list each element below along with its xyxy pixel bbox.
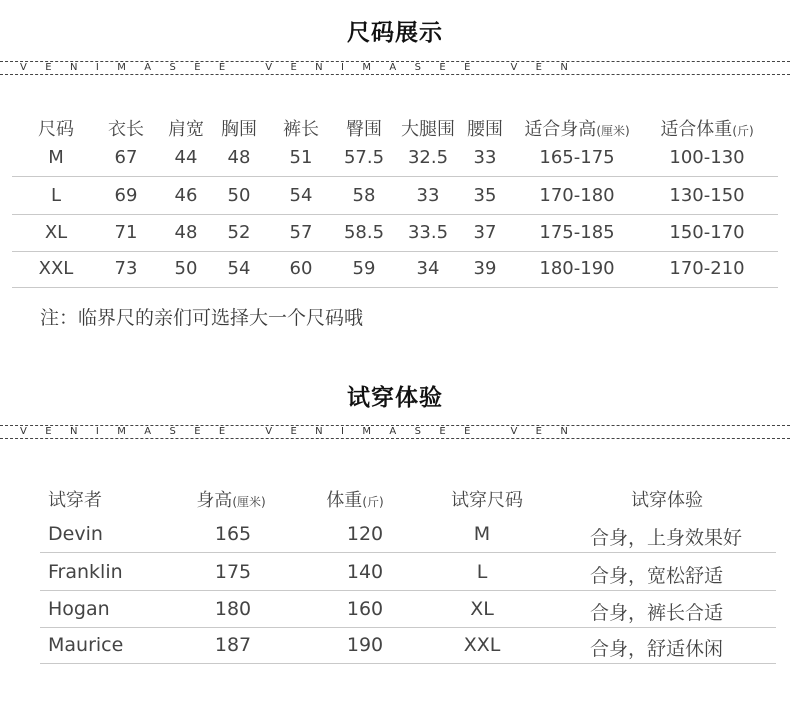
table-cell: M (48, 147, 64, 168)
table-cell: XXL (38, 258, 74, 279)
table-cell: 57.5 (343, 147, 385, 168)
column-header-label: 裤长 (283, 119, 319, 140)
table-cell: 54 (227, 258, 251, 279)
column-header-label: 腰围 (467, 119, 503, 140)
table-cell: 60 (289, 258, 313, 279)
table-cell: 130-150 (669, 185, 745, 206)
table-cell: Devin (48, 523, 103, 545)
table-cell: 51 (289, 147, 313, 168)
column-header-label: 肩宽 (168, 119, 204, 140)
column-header (48, 486, 102, 512)
table-cell: 71 (114, 222, 138, 243)
column-header (346, 115, 382, 141)
column-header-label: 身高 (196, 490, 233, 511)
table-cell: Hogan (48, 598, 110, 620)
column-header-label: 衣长 (108, 119, 144, 140)
table-cell: 59 (352, 258, 376, 279)
column-header-unit: (厘米) (232, 495, 266, 509)
table-cell: 58 (352, 185, 376, 206)
table-cell: 73 (114, 258, 138, 279)
table-cell: 54 (289, 185, 313, 206)
table-cell: 39 (473, 258, 497, 279)
table-cell: 50 (174, 258, 198, 279)
column-header-unit: (斤) (362, 495, 384, 509)
table-cell: 48 (174, 222, 198, 243)
table-cell: 合身，裤长合适 (590, 602, 724, 624)
table-cell: 150-170 (669, 222, 745, 243)
tryon-section-brand-band (0, 425, 790, 439)
table-cell: 170-180 (539, 185, 615, 206)
table-cell: 33.5 (407, 222, 449, 243)
table-cell: 32.5 (407, 147, 449, 168)
table-cell: 合身，上身效果好 (590, 527, 743, 549)
column-header-label: 尺码 (38, 119, 74, 140)
row-divider (12, 176, 778, 177)
column-header (660, 115, 753, 141)
column-header (401, 115, 455, 141)
table-cell: 合身，舒适休闲 (590, 638, 724, 660)
column-header (631, 486, 703, 512)
column-header-label: 臀围 (346, 119, 382, 140)
table-cell: 165 (214, 523, 252, 545)
table-cell: 180 (214, 598, 252, 620)
table-cell: 69 (114, 185, 138, 206)
table-cell: 100-130 (669, 147, 745, 168)
row-divider (40, 590, 776, 591)
column-header (168, 115, 204, 141)
row-divider (40, 552, 776, 553)
column-header (196, 486, 265, 512)
dashed-divider (0, 74, 790, 75)
row-divider (12, 214, 778, 215)
row-divider (40, 627, 776, 628)
column-header (38, 115, 74, 141)
brand-band-text: VENIMASEE VENIMASEE VEN (20, 426, 587, 437)
table-cell: 50 (227, 185, 251, 206)
dashed-divider (0, 438, 790, 439)
row-divider (12, 251, 778, 252)
brand-band-text: VENIMASEE VENIMASEE VEN (20, 62, 587, 73)
table-cell: L (50, 185, 62, 206)
size-section-title: 尺码展示 (347, 20, 443, 46)
table-cell: XXL (463, 634, 501, 656)
table-cell: 48 (227, 147, 251, 168)
table-cell: 175 (214, 561, 252, 583)
table-cell: 160 (346, 598, 384, 620)
table-cell: XL (470, 598, 494, 620)
table-cell: 44 (174, 147, 198, 168)
table-cell: L (476, 561, 488, 583)
column-header-unit: (斤) (732, 124, 754, 138)
column-header-label: 适合身高 (524, 119, 597, 140)
column-header (326, 486, 383, 512)
table-cell: 187 (214, 634, 252, 656)
table-cell: 33 (473, 147, 497, 168)
table-cell: 35 (473, 185, 497, 206)
column-header-label: 大腿围 (401, 119, 455, 140)
table-cell: 67 (114, 147, 138, 168)
table-cell: 180-190 (539, 258, 615, 279)
size-section-brand-band (0, 61, 790, 75)
table-cell: M (473, 523, 491, 545)
column-header (467, 115, 503, 141)
column-header-label: 适合体重 (660, 119, 733, 140)
column-header-label: 试穿者 (48, 490, 102, 511)
table-cell: 120 (346, 523, 384, 545)
table-cell: 37 (473, 222, 497, 243)
column-header-unit: (厘米) (596, 124, 630, 138)
table-cell: 57 (289, 222, 313, 243)
column-header-label: 试穿尺码 (451, 490, 523, 511)
table-cell: 58.5 (343, 222, 385, 243)
table-cell: 34 (416, 258, 440, 279)
column-header (451, 486, 523, 512)
column-header (108, 115, 144, 141)
table-cell: 46 (174, 185, 198, 206)
column-header-label: 胸围 (221, 119, 257, 140)
table-cell: 170-210 (669, 258, 745, 279)
row-divider (12, 287, 778, 288)
row-divider (40, 663, 776, 664)
column-header-label: 试穿体验 (631, 490, 703, 511)
table-cell: 140 (346, 561, 384, 583)
table-cell: 175-185 (539, 222, 615, 243)
column-header (221, 115, 257, 141)
table-cell: 合身，宽松舒适 (590, 565, 724, 587)
table-cell: 190 (346, 634, 384, 656)
table-cell: Franklin (48, 561, 123, 583)
column-header-label: 体重 (326, 490, 363, 511)
size-note: 注：临界尺的亲们可选择大一个尺码哦 (40, 307, 364, 329)
table-cell: Maurice (48, 634, 124, 656)
table-cell: XL (44, 222, 68, 243)
tryon-section-title: 试穿体验 (347, 385, 443, 411)
table-cell: 52 (227, 222, 251, 243)
column-header (283, 115, 319, 141)
table-cell: 165-175 (539, 147, 615, 168)
column-header (524, 115, 629, 141)
table-cell: 33 (416, 185, 440, 206)
